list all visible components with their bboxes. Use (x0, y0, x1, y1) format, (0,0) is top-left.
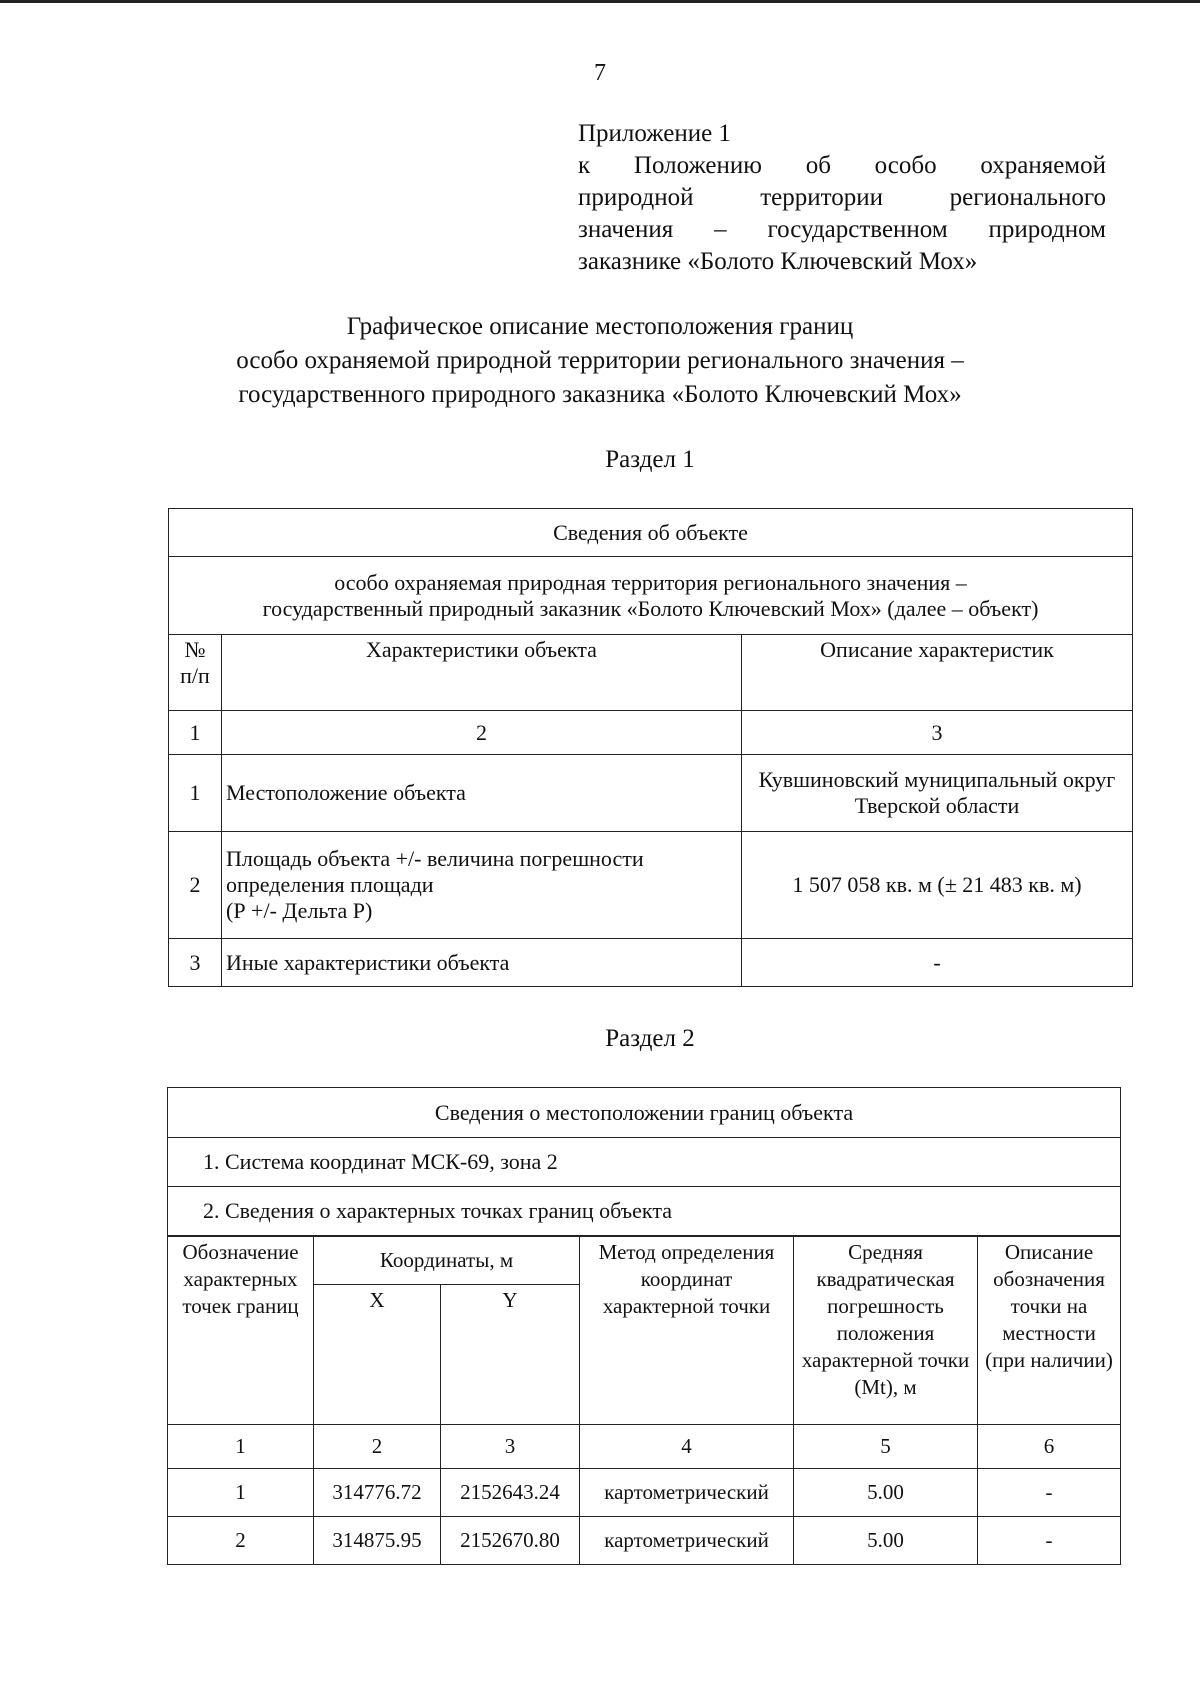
column-header-y: Y (441, 1285, 580, 1425)
point-description: - (978, 1469, 1121, 1517)
document-title-line: Графическое описание местоположения границ (346, 313, 854, 340)
column-number: 3 (441, 1425, 580, 1469)
row-characteristic: Иные характеристики объекта (222, 939, 742, 987)
appendix-block (578, 118, 1106, 278)
table-row (168, 1469, 1121, 1517)
coordinate-system: 1. Система координат МСК-69, зона 2 (168, 1138, 1121, 1187)
column-number: 4 (580, 1425, 794, 1469)
appendix-line: природной территории регионального (578, 184, 1106, 211)
point-y: 2152670.80 (441, 1517, 580, 1565)
point-y: 2152643.24 (441, 1469, 580, 1517)
appendix-line: заказнике «Болото Ключевский Мох» (578, 248, 978, 275)
row-characteristic-line: (Р +/- Дельта Р) (226, 898, 373, 923)
table-row (168, 1517, 1121, 1565)
column-number: 1 (169, 711, 222, 755)
column-header-description: Описание характеристик (742, 635, 1133, 711)
document-title-line: государственного природного заказника «Болото Ключевский Мох» (238, 381, 962, 408)
page-number: 7 (594, 60, 606, 86)
section1-title: Раздел 1 (605, 446, 695, 473)
point-accuracy: 5.00 (794, 1517, 978, 1565)
row-number: 3 (169, 939, 222, 987)
column-number: 1 (168, 1425, 314, 1469)
row-characteristic: Местоположение объекта (222, 755, 742, 832)
row-description: 1 507 058 кв. м (± 21 483 кв. м) (742, 832, 1133, 939)
appendix-line: к Положению об особо охраняемой (578, 152, 1106, 179)
point-id: 1 (168, 1469, 314, 1517)
table-row (169, 939, 1133, 987)
document-title-line: особо охраняемой природной территории регионального значения – (236, 347, 964, 374)
column-header-coordinates: Координаты, м (314, 1237, 580, 1285)
point-description: - (978, 1517, 1121, 1565)
row-number: 1 (169, 755, 222, 832)
section2-header: Сведения о местоположении границ объекта (168, 1088, 1121, 1138)
document-title (150, 310, 1050, 412)
section2-title: Раздел 2 (605, 1025, 695, 1052)
section2-info-table (167, 1087, 1121, 1236)
column-number: 5 (794, 1425, 978, 1469)
appendix-title: Приложение 1 (578, 120, 731, 147)
section1-subheader-line: государственный природный заказник «Болото Ключевский Мох» (далее – объект) (262, 595, 1039, 621)
point-accuracy: 5.00 (794, 1469, 978, 1517)
appendix-line: значения – государственном природном (578, 216, 1106, 243)
point-x: 314776.72 (314, 1469, 441, 1517)
table-row (169, 755, 1133, 832)
point-x: 314875.95 (314, 1517, 441, 1565)
row-description: Кувшиновский муниципальный округ Тверской области (742, 755, 1133, 832)
column-header-method: Метод определения координат характерной точки (580, 1237, 794, 1425)
boundary-points-table (167, 1236, 1121, 1565)
column-number: 2 (314, 1425, 441, 1469)
column-header-characteristic: Характеристики объекта (222, 635, 742, 711)
column-header-point-description: Описание обозначения точки на местности (при наличии) (978, 1237, 1121, 1425)
points-header: 2. Сведения о характерных точках границ объекта (168, 1187, 1121, 1236)
section1-subheader-line: особо охраняемая природная территория регионального значения – (334, 569, 967, 595)
column-header-accuracy: Средняя квадратическая погрешность положения характерной точки (Mt), м (794, 1237, 978, 1425)
page-top-border (0, 0, 1200, 3)
column-number: 3 (742, 711, 1133, 755)
table-row (169, 832, 1133, 939)
column-number: 2 (222, 711, 742, 755)
row-description: - (742, 939, 1133, 987)
row-characteristic-line: Площадь объекта +/- величина погрешности (226, 846, 644, 871)
column-header-num: № п/п (169, 635, 222, 711)
column-header-designation: Обозначение характерных точек границ (168, 1237, 314, 1425)
row-characteristic (222, 832, 742, 939)
section1-header: Сведения об объекте (169, 509, 1133, 557)
row-number: 2 (169, 832, 222, 939)
column-header-x: X (314, 1285, 441, 1425)
point-method: картометрический (580, 1469, 794, 1517)
section1-table (168, 508, 1133, 987)
column-number: 6 (978, 1425, 1121, 1469)
row-characteristic-line: определения площади (226, 872, 434, 897)
point-method: картометрический (580, 1517, 794, 1565)
section1-subheader (169, 557, 1133, 635)
point-id: 2 (168, 1517, 314, 1565)
